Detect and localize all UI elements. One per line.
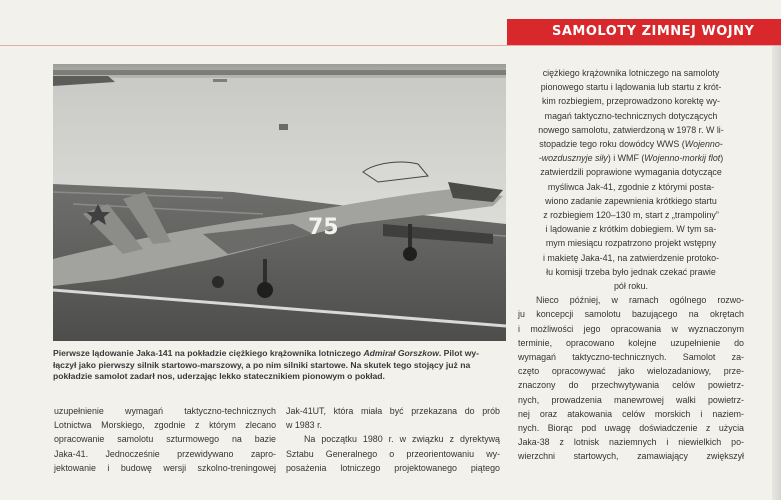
text-line: terminie, opracowano kolejne uzupełnienie do — [518, 337, 744, 348]
text-line: wiono zadanie zapewnienia krótkiego startu — [545, 195, 717, 206]
photo-caption — [53, 348, 508, 383]
text-fragment-italic: Wojenno-morkij flot — [644, 153, 721, 164]
page-edge-shadow — [772, 46, 781, 500]
caption-ship-name: Admirał Gorszkow — [363, 348, 439, 358]
yak-141-landing-image — [53, 64, 506, 341]
text-column-middle — [286, 404, 500, 475]
text-line: Jak-41UT, która miała być przekazana do prób — [286, 406, 500, 416]
text-line: i makietę Jaka-41, na zatwierdzenie protoko- — [542, 252, 720, 263]
text-line: i możliwości jego opracowania w wyznaczonym — [518, 323, 744, 334]
text-line: ciężkiego krążownika lotniczego na samoloty — [542, 68, 720, 78]
text-line: z rozbiegiem 120–130 m, start z „trampoliny” — [543, 210, 719, 221]
text-line — [518, 151, 744, 165]
text-fragment: ) — [720, 153, 724, 164]
text-line: Jaka-38 z lotnisk naziemnych i niewielkich po- — [518, 437, 744, 448]
text-line: jektowanie i budowę wersji szkolno-treningowej — [54, 462, 276, 473]
caption-line-1a: Pierwsze lądowanie Jaka-141 na pokładzie ciężkiego krążownika lotniczego — [53, 348, 364, 358]
text-line: Lotnictwa Morskiego, zgodnie z którym zlecano — [54, 420, 276, 431]
text-line: Jaka-41. Jednocześnie przewidywano zapro- — [54, 448, 276, 459]
text-line: Nieco później, w ramach ogólnego rozwo- — [536, 295, 744, 306]
text-line: uzupełnienie wymagań taktyczno-technicznych — [54, 406, 276, 416]
text-column-right — [518, 66, 744, 464]
text-line: i lądowanie z krótkim dobiegiem. W tym sa- — [545, 224, 717, 235]
text-line: wymagań taktyczno-technicznych. Samolot za- — [518, 352, 744, 363]
caption-line-2: łączył jako pierwszy silnik startowo-marszowy, a po nim silniki startowe. Na skutek tego stojący już na — [53, 359, 471, 370]
text-line: znaczony do przechwytywania celów powietrz- — [518, 380, 744, 391]
text-line — [518, 137, 744, 151]
text-line: zatwierdzili poprawione wymagania dotyczące — [540, 167, 722, 178]
text-column-left — [54, 404, 276, 475]
text-line: w 1983 r. — [286, 420, 323, 431]
text-line: pół roku. — [613, 281, 649, 292]
text-line: łu komisji trzeba było jednak czekać prawie — [546, 266, 716, 277]
text-line: Na początku 1980 r. w związku z dyrektywą — [304, 434, 500, 445]
text-line: nych. Biorąc pod uwagę doświadczenie z użycia — [518, 423, 744, 434]
text-fragment-italic: Wojenno- — [684, 139, 723, 150]
text-line: myśliwca Jak-41, zgodnie z którymi posta- — [547, 181, 715, 192]
text-line: wierzchni startowych, zamawiający zwiększył — [518, 451, 744, 462]
caption-line-3: pokładzie samolot zadarł nos, uderzając lekko statecznikiem pionowym o pokład. — [53, 371, 385, 381]
text-line: kim rozbiegiem, przeprowadzono korektę wy- — [541, 96, 721, 107]
text-line: posażenia lotniczego projektowanego piątego — [286, 462, 500, 473]
text-line: pionowego startu i lądowania lub startu z krót- — [540, 82, 722, 93]
text-fragment: stopadzie tego roku dowódcy WWS ( — [539, 139, 685, 150]
text-fragment: ) i WMF ( — [607, 153, 645, 164]
text-line: mym miesiącu rozpatrzono projekt wstępny — [545, 238, 717, 249]
text-line: ju koncepcji samolotu bazującego na okrętach — [518, 309, 744, 320]
aircraft-photo — [53, 64, 506, 341]
section-title: SAMOLOTY ZIMNEJ WOJNY — [552, 24, 755, 39]
text-line: nowego samolotu, zatwierdzoną w 1978 r. W li- — [538, 124, 724, 135]
aircraft-number: 75 — [308, 215, 339, 240]
text-line: częto opracowywać jako wielozadaniowy, prze- — [518, 366, 744, 377]
text-fragment-italic: -wozdusznyje siły — [538, 153, 608, 164]
text-line: nych, prowadzenia manewrowej walki powietrz- — [518, 394, 744, 405]
caption-line-1b: . Pilot wy- — [438, 348, 480, 358]
header-rule — [0, 45, 781, 46]
text-line: magań taktyczno-technicznych dotyczących — [544, 110, 718, 121]
text-line: Sztabu Generalnego o przeorientowaniu wy- — [286, 448, 500, 459]
text-line: nej oraz atakowania celów morskich i naziem- — [518, 408, 744, 419]
text-line: opracowanie samolotu szturmowego na bazie — [54, 434, 276, 445]
